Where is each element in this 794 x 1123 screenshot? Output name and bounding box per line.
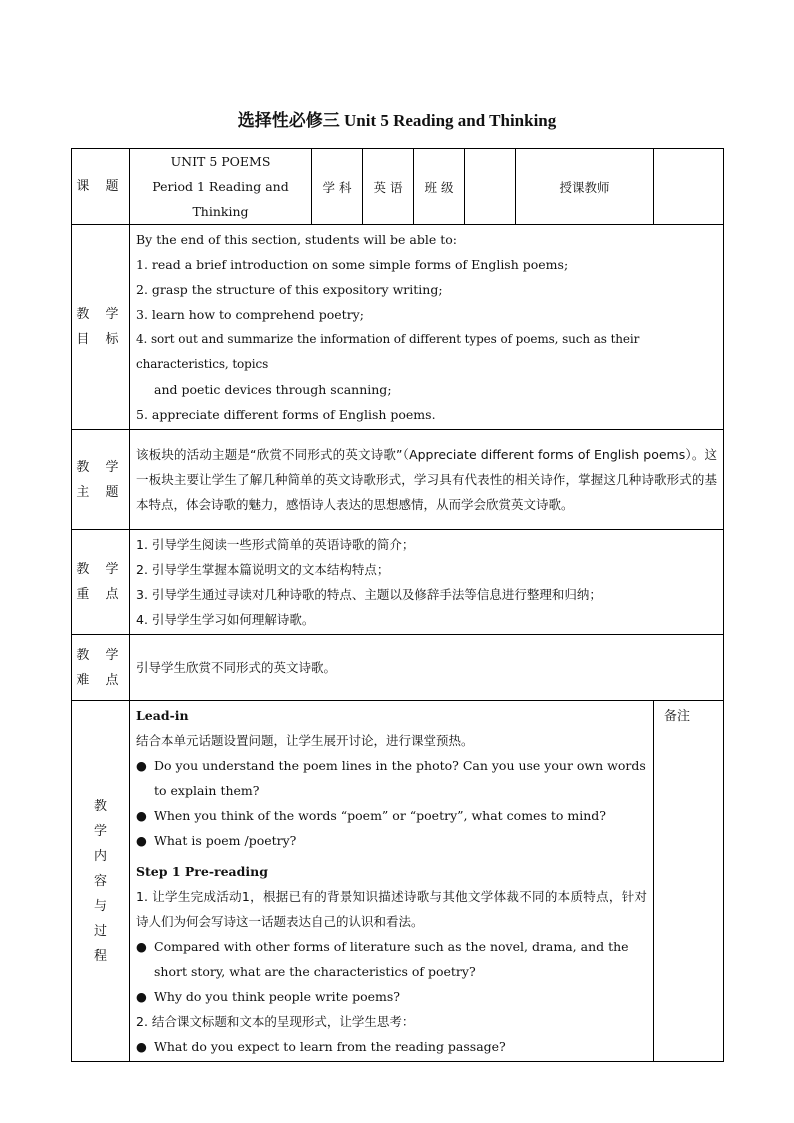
difficulties-row [72, 635, 724, 701]
topic-label: 课 题 [72, 149, 130, 225]
step1-bullet [136, 934, 647, 984]
step1-bullet-text: What do you expect to learn from the reading passage? [154, 1039, 506, 1054]
objective-line: 2. grasp the structure of this expository writing; [136, 282, 443, 297]
objective-line: 4. sort out and summarize the information of different types of poems, such as their characteristics, topics [136, 332, 640, 371]
bullet-icon: ● [136, 939, 147, 954]
theme-label-line-1: 教 学 [76, 459, 125, 475]
page-title: 选择性必修三 Unit 5 Reading and Thinking [237, 111, 557, 130]
process-label-char: 程 [93, 948, 107, 964]
step1-item-2: 2. 结合课文标题和文本的呈现形式，让学生思考： [136, 1014, 415, 1029]
process-label-char: 过 [93, 923, 107, 939]
leadin-bullet-text: When you think of the words “poem” or “poetry”, what comes to mind? [154, 808, 606, 823]
key-point-line: 4. 引导学生学习如何理解诗歌。 [136, 612, 315, 627]
objectives-label [72, 225, 130, 430]
step1-title: Step 1 Pre-reading [136, 864, 268, 879]
objective-line: and poetic devices through scanning; [154, 382, 392, 397]
bullet-icon: ● [136, 1039, 147, 1054]
process-label-char: 内 [93, 848, 107, 864]
difficulties-label-line-1: 教 学 [76, 647, 125, 663]
leadin-bullet-text: Do you understand the poem lines in the photo? Can you use your own words to explain them? [154, 758, 646, 798]
objectives-label-line-1: 教 学 [76, 307, 125, 322]
difficulties-label [72, 635, 130, 701]
objective-line: 5. appreciate different forms of English poems. [136, 407, 436, 422]
key-points-label-line-2: 重 点 [76, 587, 125, 602]
class-value [465, 149, 516, 225]
topic-line-2: Period 1 Reading and Thinking [152, 179, 289, 219]
theme-label [72, 430, 130, 530]
difficulties-content: 引导学生欣赏不同形式的英文诗歌。 [130, 635, 724, 701]
step1-bullet [136, 1034, 647, 1059]
step1-bullet-text: Why do you think people write poems? [154, 989, 400, 1004]
bullet-icon: ● [136, 989, 147, 1004]
subject-value: 英 语 [363, 149, 414, 225]
process-label-char: 学 [93, 823, 107, 839]
process-row [72, 701, 724, 1062]
process-content [130, 701, 654, 1062]
process-label [72, 701, 130, 1062]
key-points-label-line-1: 教 学 [76, 562, 125, 577]
objective-line: 3. learn how to comprehend poetry; [136, 307, 364, 322]
bullet-icon: ● [136, 758, 147, 773]
bullet-icon: ● [136, 833, 147, 848]
step1-bullet [136, 984, 647, 1009]
class-label: 班 级 [414, 149, 465, 225]
lesson-plan-table [71, 148, 724, 1062]
topic-line-1: UNIT 5 POEMS [170, 154, 271, 169]
objectives-content [130, 225, 724, 430]
objective-line: By the end of this section, students will be able to: [136, 232, 458, 247]
leadin-bullet [136, 803, 647, 828]
teacher-value [654, 149, 724, 225]
leadin-intro: 结合本单元话题设置问题，让学生展开讨论，进行课堂预热。 [136, 733, 474, 748]
key-point-line: 3. 引导学生通过寻读对几种诗歌的特点、主题以及修辞手法等信息进行整理和归纳； [136, 587, 602, 602]
process-label-char: 容 [93, 873, 107, 889]
leadin-bullet [136, 828, 647, 853]
key-points-row [72, 530, 724, 635]
key-points-label [72, 530, 130, 635]
bullet-icon: ● [136, 808, 147, 823]
teacher-label: 授课教师 [516, 149, 654, 225]
process-label-char: 教 [93, 798, 107, 814]
difficulties-label-line-2: 难 点 [76, 672, 125, 688]
note-column: 备注 [654, 701, 724, 1062]
objective-line: 1. read a brief introduction on some simple forms of English poems; [136, 257, 569, 272]
topic-value [130, 149, 312, 225]
leadin-title: Lead-in [136, 708, 189, 723]
step1-item-1: 1. 让学生完成活动1，根据已有的背景知识描述诗歌与其他文学体裁不同的本质特点，针对诗人们为何会写诗这一话题表达自己的认识和看法。 [136, 889, 648, 929]
objectives-row [72, 225, 724, 430]
theme-label-line-2: 主 题 [76, 484, 125, 500]
leadin-bullet [136, 753, 647, 803]
objectives-label-line-2: 目 标 [76, 332, 125, 347]
key-point-line: 1. 引导学生阅读一些形式简单的英语诗歌的简介； [136, 537, 415, 552]
theme-row [72, 430, 724, 530]
process-label-char: 与 [93, 898, 107, 914]
key-points-content [130, 530, 724, 635]
step1-bullet-text: Compared with other forms of literature such as the novel, drama, and the short story, what are the characteristics of poetry? [154, 939, 629, 979]
key-point-line: 2. 引导学生掌握本篇说明文的文本结构特点； [136, 562, 390, 577]
subject-label: 学 科 [312, 149, 363, 225]
header-row [72, 149, 724, 225]
leadin-bullet-text: What is poem /poetry? [154, 833, 297, 848]
theme-content: 该板块的活动主题是“欣赏不同形式的英文诗歌”（Appreciate different forms of English poems）。这一板块主要让学生了解几种简单的英文诗歌形式，学习具有代表性的相关诗作，掌握这几种诗歌形式的基本特点，体会诗歌的魅力，感悟诗人表达的思想感情，从而学会欣赏英文诗歌。 [130, 430, 724, 530]
